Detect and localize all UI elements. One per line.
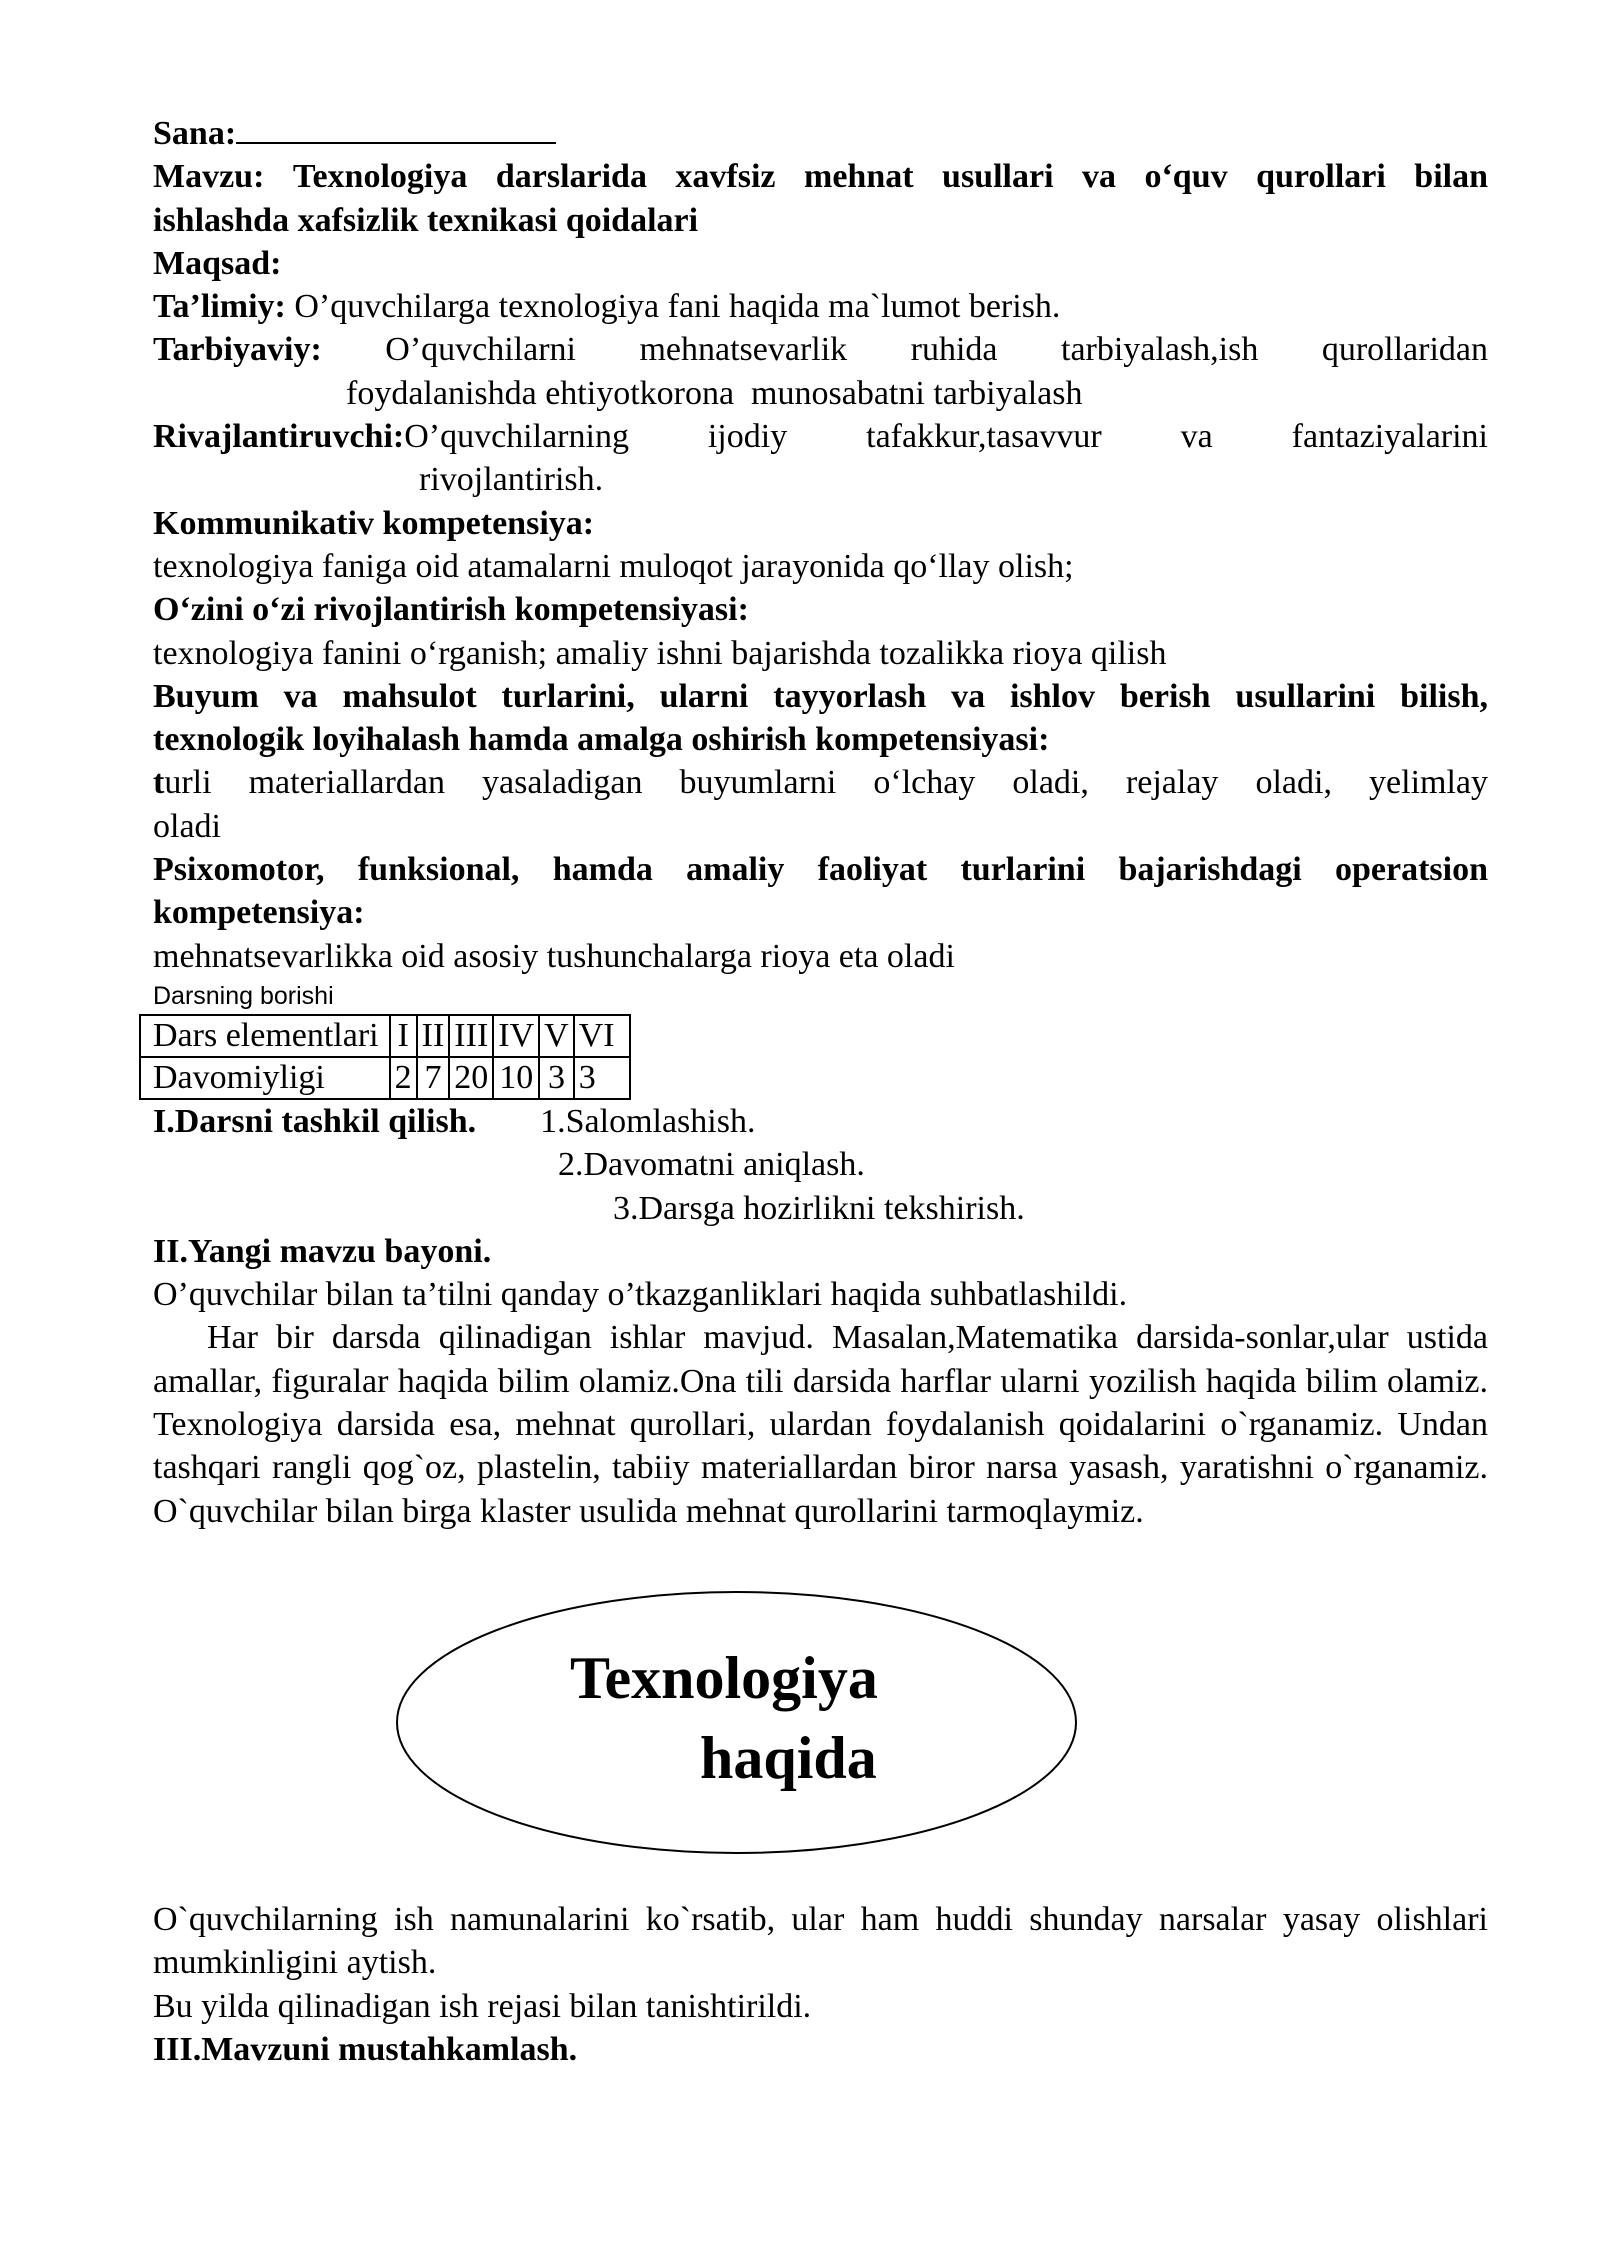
buyum-text-rest: urli materiallardan yasaladigan buyumlarni o‘lchay oladi, rejalay oladi, yelimlay: [164, 764, 1488, 802]
buyum-text-1: [153, 761, 1488, 804]
stage2-heading: [153, 1230, 1488, 1273]
ozini-heading: [153, 588, 1488, 631]
table-row: [140, 1015, 630, 1057]
lesson-timing-table: [139, 1014, 631, 1100]
komm-text: texnologiya faniga oid atamalarni muloqot jarayonida qo‘llay olish;: [153, 547, 1074, 585]
buyum-text-2: oladi: [153, 807, 221, 845]
talimiy-label: Ta’limiy:: [153, 288, 286, 326]
table-row: [140, 1057, 630, 1099]
closing-section: [153, 1898, 1488, 2071]
stage1-item-2: 2.Davomatni aniqlash.: [558, 1146, 865, 1184]
cluster-text-line-2: haqida: [700, 1725, 877, 1791]
buyum-label-2: texnologik loyihalash hamda amalga oshirish kompetensiyasi:: [153, 721, 1050, 759]
stage2-p2: Har bir darsda qilinadigan ishlar mavjud. Masalan,Matematika darsida-sonlar,ular ustida amallar, figuralar haqida bilim olamiz.Ona tili darsida harflar ularni yozilish haqida bilim olamiz. Texnologiya darsida esa, mehnat qurollari, ulardan foydalanish qoidalarini o`rganamiz. Undan tashqari rangli qog`oz, plastelin, tabiiy materiallardan biror narsa yasash, yaratishni o`rganamiz. O`quvchilar bilan birga klaster usulida mehnat qurollarini tarmoqlaymiz.: [153, 1319, 1488, 1530]
psixo-label-2: kompetensiya:: [153, 894, 365, 932]
table-cell: III: [449, 1015, 493, 1057]
komm-heading: [153, 502, 1488, 545]
table-cell: 3: [574, 1057, 630, 1099]
darsning-borishi-label: Darsning borishi: [153, 981, 334, 1010]
table-cell: V: [539, 1015, 574, 1057]
rivoj-line-2: [153, 458, 1488, 501]
mavzu-line-2: [153, 199, 1488, 242]
sana-blank: [236, 112, 556, 144]
stage3-heading: [153, 2028, 1488, 2071]
psixo-heading-2: [153, 891, 1488, 934]
talimiy-text: O’quvchilarga texnologiya fani haqida ma`lumot berish.: [285, 288, 1061, 326]
document-body: [153, 112, 1488, 1533]
psixo-heading-1: [153, 848, 1488, 891]
stage2-title: II.Yangi mavzu bayoni.: [153, 1232, 492, 1270]
tarbiyaviy-label: Tarbiyaviy:: [153, 331, 322, 369]
psixo-text: mehnatsevarlikka oid asosiy tushunchalarga rioya eta oladi: [153, 937, 955, 975]
table-cell: Dars elementlari: [140, 1015, 390, 1057]
cluster-text-line-1: Texnologiya: [570, 1645, 878, 1711]
mavzu-label: Mavzu:: [153, 158, 265, 196]
rivoj-line-1: [153, 415, 1488, 458]
mavzu-text-1: Texnologiya darslarida xavfsiz mehnat usullari va o‘quv qurollari bilan: [292, 158, 1488, 196]
table-cell: VI: [574, 1015, 630, 1057]
table-cell: 7: [417, 1057, 450, 1099]
table-cell: Davomiyligi: [140, 1057, 390, 1099]
mavzu-line-1: [153, 155, 1488, 198]
tarbiyaviy-line-1: [153, 328, 1488, 371]
table-cell: 3: [539, 1057, 574, 1099]
cluster-ellipse: [395, 1590, 1078, 1855]
stage1-title: I.Darsni tashkil qilish.: [153, 1102, 477, 1140]
table-cell: 20: [449, 1057, 493, 1099]
table-cell: 10: [493, 1057, 539, 1099]
tarbiyaviy-text-2: foydalanishda ehtiyotkorona munosabatni tarbiyalash: [346, 374, 1083, 412]
ozini-label: O‘zini o‘zi rivojlantirish kompetensiyasi:: [153, 591, 749, 629]
rivoj-label: Rivajlantiruvchi:: [153, 418, 405, 456]
table-cell: II: [417, 1015, 450, 1057]
stage3-title: III.Mavzuni mustahkamlash.: [153, 2030, 578, 2068]
stage1-line: [153, 1100, 1488, 1143]
closing-p1: O`quvchilarning ish namunalarini ko`rsatib, ular ham huddi shunday narsalar yasay olishlari mumkinligini aytish.: [153, 1901, 1488, 1982]
table-cell: IV: [493, 1015, 539, 1057]
buyum-text-first-letter: t: [153, 764, 165, 802]
stage1-item-1: 1.Salomlashish.: [540, 1102, 756, 1140]
buyum-heading-1: [153, 675, 1488, 718]
buyum-label-1: Buyum va mahsulot turlarini, ularni tayyorlash va ishlov berish usullarini bilish,: [153, 677, 1488, 715]
komm-label: Kommunikativ kompetensiya:: [153, 504, 595, 542]
ozini-text: texnologiya fanini o‘rganish; amaliy ishni bajarishda tozalikka rioya qilish: [153, 634, 1167, 672]
tarbiyaviy-text-1: O’quvchilarni mehnatsevarlik ruhida tarbiyalash,ish qurollaridan: [385, 331, 1488, 369]
table-cell: 2: [390, 1057, 417, 1099]
stage1-item-3: 3.Darsga hozirlikni tekshirish.: [613, 1189, 1025, 1227]
psixo-label-1: Psixomotor, funksional, hamda amaliy faoliyat turlarini bajarishdagi operatsion: [153, 851, 1488, 889]
table-cell: I: [390, 1015, 417, 1057]
sana-label: Sana:: [153, 115, 237, 152]
stage2-p1: O’quvchilar bilan ta’tilni qanday o’tkazganliklari haqida suhbatlashildi.: [153, 1276, 1128, 1314]
tarbiyaviy-line-2: [153, 372, 1488, 415]
mavzu-text-2: ishlashda xafsizlik texnikasi qoidalari: [153, 201, 699, 239]
talimiy-line: [153, 285, 1488, 328]
rivoj-text-1: O’quvchilarning ijodiy tafakkur,tasavvur va fantaziyalarini: [404, 418, 1488, 456]
rivoj-text-2: rivojlantirish.: [419, 461, 604, 499]
sana-line: [153, 112, 1488, 155]
closing-p2: Bu yilda qilinadigan ish rejasi bilan tanishtirildi.: [153, 1987, 812, 2025]
buyum-heading-2: [153, 718, 1488, 761]
maqsad-label: Maqsad:: [153, 244, 282, 282]
maqsad-line: [153, 242, 1488, 285]
